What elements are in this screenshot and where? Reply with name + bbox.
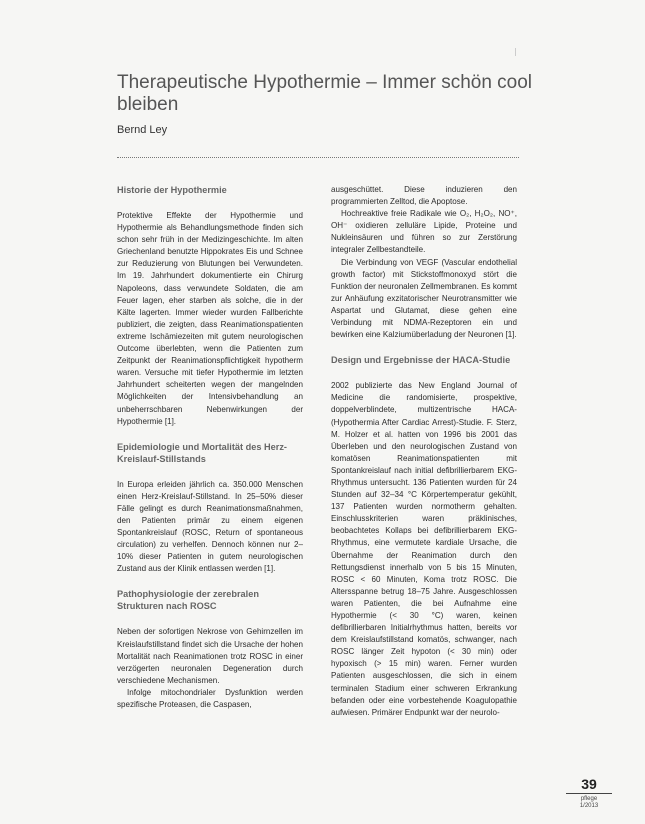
left-column xyxy=(117,184,303,711)
journal-info xyxy=(566,796,612,810)
title-divider xyxy=(117,157,519,158)
journal-name: pflege xyxy=(580,796,598,802)
section-heading: Epidemiologie und Mortalität des Herz-Kreislauf-Stillstands xyxy=(117,441,287,464)
scan-mark xyxy=(515,48,516,56)
article-title: Therapeutische Hypothermie – Immer schön cool bleiben xyxy=(117,72,533,115)
right-column xyxy=(331,184,517,719)
article-author: Bernd Ley xyxy=(117,124,168,136)
page-number: 39 xyxy=(566,776,612,794)
section-heading: Design und Ergebnisse der HACA-Studie xyxy=(331,355,511,366)
journal-issue: 1/2013 xyxy=(579,803,599,809)
section-heading: Historie der Hypothermie xyxy=(117,185,227,195)
paragraph: Protektive Effekte der Hypothermie und Hypothermie als Behandlungsmethode finden sich schon sehr früh in der Medizingeschichte. Im alten Griechenland benutzte Hippokrates Eis und Schnee zur Reduzierung von Blutungen bei Verwundeten. Im 19. Jahrhundert dokumentierte ein Chirurg Napoleons, dass verwundete Soldaten, die am Feuer lagen, eher starben als solche, die in der Kälte lagerten. Immer wieder wurden Fallberichte publiziert, die zeigten, dass Reanimationspatienten extreme Ischämiezeiten mit gutem neurologischen Outcome überlebten, wenn die Patienten zum Zeitpunkt der Reanimationspflichtigkeit hypotherm waren. Versuche mit tiefer Hypothermie im letzten Jahrhundert scheiterten wegen der mangelnden Möglichkeiten der Intensivbehandlung an unbeherrschbaren Nebenwirkungen der Hypothermie [1]. xyxy=(117,211,303,426)
section-heading: Pathophysiologie der zerebralen Strukturen nach ROSC xyxy=(117,589,259,612)
paragraph: Hochreaktive freie Radikale wie O₂, H₂O₂, NO⁺, OH⁻ oxidieren zelluläre Lipide, Proteine und Nukleinsäuren und führen so zur Zerstörung integraler Zellbestandteile. xyxy=(331,209,517,255)
paragraph: Neben der sofortigen Nekrose von Gehirnzellen im Kreislaufstillstand findet sich die Ursache der hohen Mortalität nach Reanimationen trotz ROSC in einer verzögerten neuronalen Degeneration durch verschiedene Mechanismen. xyxy=(117,627,303,685)
paragraph: In Europa erleiden jährlich ca. 350.000 Menschen einen Herz-Kreislauf-Stillstand. In 25–50% dieser Fälle gelingt es durch Reanimationsmaßnahmen, den Patienten primär zu einem eigenen Spontankreislauf (ROSC, Return of spontaneous circulation) zu verhelfen. Dennoch können nur 2–10% dieser Patienten in gutem neurologischen Zustand aus der Klinik entlassen werden [1]. xyxy=(117,479,303,574)
paragraph: Die Verbindung von VEGF (Vascular endothelial growth factor) mit Stickstoffmonoxyd stört die Funktion der neuronalen Zellmembranen. Es kommt zur Anhäufung exzitatorischer Neurotransmitter wie Aspartat und Glutamat, diese gehen eine Verbindung mit NDMA-Rezeptoren ein und bewirken eine Kalziumüberladung der Neuronen [1]. xyxy=(331,257,517,340)
paragraph: 2002 publizierte das New England Journal of Medicine die randomisierte, prospektive, doppelverblindete, multizentrische HACA-(Hypothermia After Cardiac Arrest)-Studie. F. Sterz, M. Holzer et al. hatten von 1996 bis 2001 das Überleben und den neurologischen Zustand von komatösen Reanimationspatienten mit Spontankreislauf nach initial defibrillierbarem EKG-Rhythmus untersucht. 136 Patienten wurden für 24 Stunden auf 32–34 °C Körpertemperatur gekühlt, 137 Patienten wurden normotherm gehalten. Einschlusskriterien waren präklinisches, beobachtetes Kollaps bei defibrillierbarem EKG-Rhythmus, eine vermutete kardiale Ursache, die Übernahme der Reanimation durch den Rettungsdienst innerhalb von 5 bis 15 Minuten, ROSC < 60 Minuten, Koma trotz ROSC. Die Altersspanne betrug 18–75 Jahre. Ausgeschlossen waren Patienten, die bei Aufnahme eine Hypothermie (< 30 °C) waren, keinen defibrillierbaren Initialrhythmus hatten, bereits vor dem Kreislaufstillstand komatös, schwanger, nach ROSC länger Zeit hypoton (< 30 min) oder hypoxisch (> 15 min) waren. Ferner wurden Patienten ausgeschlossen, die sich in einem terminalen Stadium einer schweren Erkrankung befanden oder eine vorbestehende Koagulopathie aufwiesen. Primärer Endpunkt war der neurolo- xyxy=(331,381,517,717)
paragraph: ausgeschüttet. Diese induzieren den programmierten Zelltod, die Apoptose. xyxy=(331,185,517,207)
paragraph: Infolge mitochondrialer Dysfunktion werden spezifische Proteasen, die Caspasen, xyxy=(117,687,303,709)
